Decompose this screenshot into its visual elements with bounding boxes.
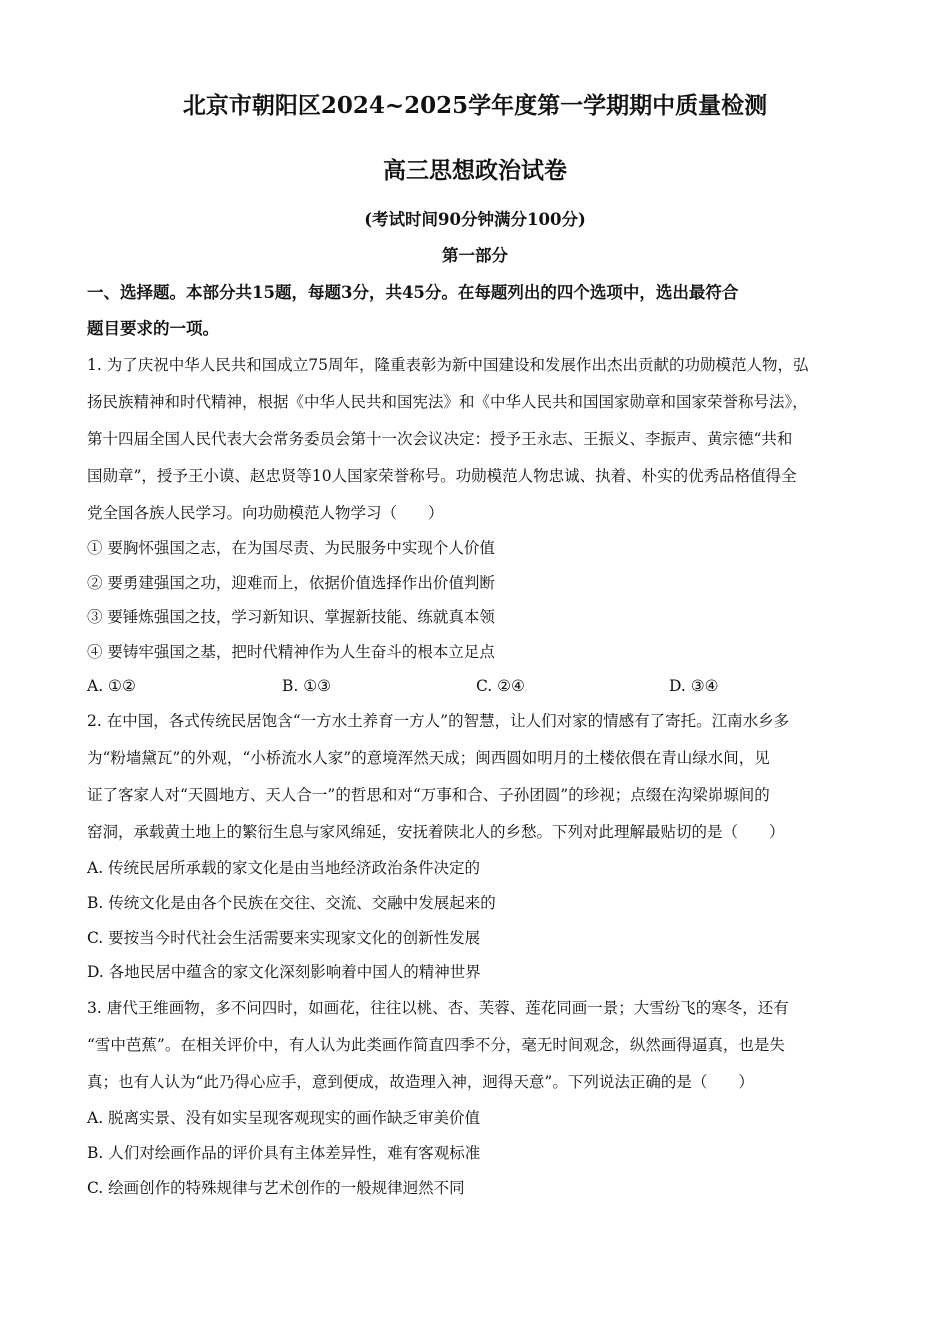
exam-info: (考试时间90分钟满分100分) xyxy=(364,210,586,229)
q1-option-b: B. ①③ xyxy=(282,677,332,695)
q1-stem-line: 国勋章”，授予王小谟、赵忠贤等10人国家荣誉称号。功勋模范人物忠诚、执着、朴实的优秀品格值得全 xyxy=(87,467,797,485)
q1-stem-line: 扬民族精神和时代精神，根据《中华人民共和国宪法》和《中华人民共和国国家勋章和国家荣誉称号法》， xyxy=(87,393,808,411)
q1-stem-line: 第十四届全国人民代表大会常务委员会第十一次会议决定：授予王永志、王振义、李振声、黄宗德“共和 xyxy=(87,430,793,448)
q1-statement: ① 要胸怀强国之志，在为国尽责、为民服务中实现个人价值 xyxy=(87,539,495,557)
section-instructions: 一、选择题。本部分共15题，每题3分，共45分。在每题列出的四个选项中，选出最符合 xyxy=(87,283,739,302)
q1-option-c: C. ②④ xyxy=(476,677,525,695)
q2-stem-line: 窑洞，承载黄土地上的繁衍生息与家风绵延，安抚着陕北人的乡愁。下列对此理解最贴切的是（ ） xyxy=(87,823,785,841)
exam-subtitle: 高三思想政治试卷 xyxy=(383,157,567,184)
q2-stem-line: 证了客家人对“天圆地方、天人合一”的哲思和对“万事和合、子孙团圆”的珍视；点缀在沟梁峁塬间的 xyxy=(87,786,770,804)
q2-option-a: A. 传统民居所承载的家文化是由当地经济政治条件决定的 xyxy=(87,859,481,877)
q2-option-c: C. 要按当今时代社会生活需要来实现家文化的创新性发展 xyxy=(87,929,481,947)
q2-option-d: D. 各地民居中蕴含的家文化深刻影响着中国人的精神世界 xyxy=(87,963,481,981)
exam-title: 北京市朝阳区2024~2025学年度第一学期期中质量检测 xyxy=(182,92,768,119)
q1-stem-line: 党全国各族人民学习。向功勋模范人物学习（ ） xyxy=(87,504,444,522)
q1-statement: ④ 要铸牢强国之基，把时代精神作为人生奋斗的根本立足点 xyxy=(87,643,495,661)
q1-statement: ② 要勇建强国之功，迎难而上，依据价值选择作出价值判断 xyxy=(87,574,495,592)
q3-option-c: C. 绘画创作的特殊规律与艺术创作的一般规律迥然不同 xyxy=(87,1179,465,1197)
q3-stem-line: 真；也有人认为“此乃得心应手，意到便成，故造理入神，迥得天意”。下列说法正确的是（ ） xyxy=(87,1073,754,1091)
section-instructions-cont: 题目要求的一项。 xyxy=(87,319,219,338)
q1-option-a: A. ①② xyxy=(87,677,136,695)
q1-stem-line: 1. 为了庆祝中华人民共和国成立75周年，隆重表彰为新中国建设和发展作出杰出贡献的功勋模范人物，弘 xyxy=(87,356,809,374)
part-heading: 第一部分 xyxy=(442,246,508,265)
q2-stem-line: 为“粉墙黛瓦”的外观，“小桥流水人家”的意境浑然天成；闽西圆如明月的土楼依偎在青山绿水间，见 xyxy=(87,749,770,767)
q3-option-b: B. 人们对绘画作品的评价具有主体差异性，难有客观标准 xyxy=(87,1144,481,1162)
q2-stem-line: 2. 在中国，各式传统民居饱含“一方水土养育一方人”的智慧，让人们对家的情感有了寄托。江南水乡多 xyxy=(87,712,790,730)
q3-stem-line: “雪中芭蕉”。在相关评价中，有人认为此类画作简直四季不分，毫无时间观念，纵然画得逼真，也是失 xyxy=(87,1036,785,1054)
q3-option-a: A. 脱离实景、没有如实呈现客观现实的画作缺乏审美价值 xyxy=(87,1109,481,1127)
q2-option-b: B. 传统文化是由各个民族在交往、交流、交融中发展起来的 xyxy=(87,894,496,912)
q1-statement: ③ 要锤炼强国之技，学习新知识、掌握新技能、练就真本领 xyxy=(87,608,495,626)
q3-stem-line: 3. 唐代王维画物，多不问四时，如画花，往往以桃、杏、芙蓉、莲花同画一景；大雪纷飞的寒冬，还有 xyxy=(87,999,789,1017)
q1-option-d: D. ③④ xyxy=(669,677,719,695)
